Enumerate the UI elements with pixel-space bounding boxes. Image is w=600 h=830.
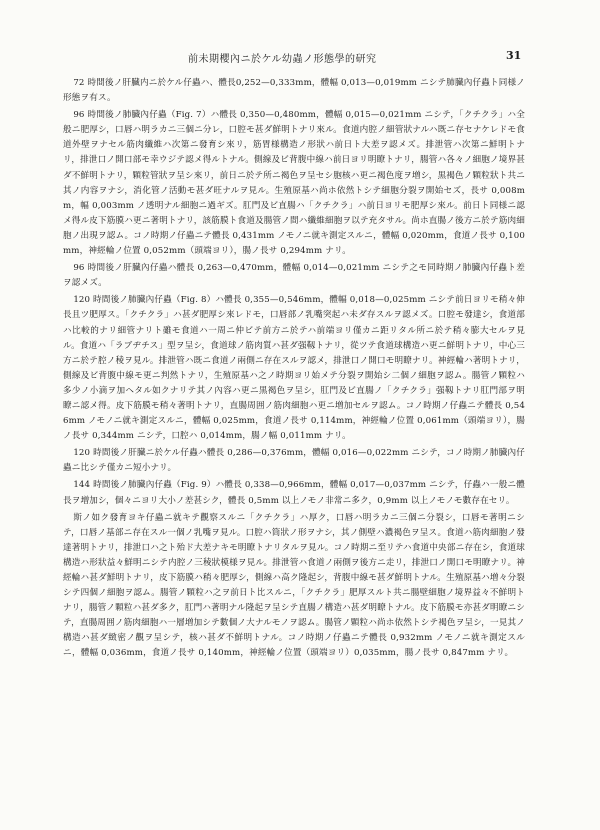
body-text — [63, 76, 525, 662]
running-title: 前未期櫻內ニ於ケル幼蟲ノ形態學的研究 — [188, 54, 377, 65]
page-number: 31 — [506, 49, 522, 62]
page-header — [0, 50, 600, 66]
paragraph-144h-lung: 144 時間後ノ肺臓內仔蟲（Fig. 9）ハ體長 0,338—0,966mm，體幅 0,017—0,037mm ニシテ，仔蟲ハ一般ニ體長ヲ増加シ，個々ニヨリ大小ノ差甚シク，體長 0,5mm 以上ノモノ非常ニ多ク，0,9mm 以上ノモノモ數存在セリ。 — [63, 480, 525, 506]
paragraph-144h-detail: 斯ノ如ク發育ヨキ仔蟲ニ就キテ觀察スルニ「クチクラ」ハ厚ク，口唇ハ明ラカニ三個ニ分裂シ，口唇モ著明ニシテ，口唇ノ基部ニ存在スル一個ノ乳嘴ヲ見ル。口腔ハ筒狀ノ形ヲナシ，其ノ側壁ハ濃褐色ヲ呈ス。食道ハ筋肉細胞ノ發達著明トナリ，排泄口ハ之ト殆ド大差ナキモ明瞭トナリタルヲ見ル。コノ時期ニ至リテハ食道中央部ニ存在シ，食道球構造ハ形狀益々鮮明ニシテ内腔ノ三稜狀模様ヲ見ル。排泄管ハ食道ノ兩側ヲ後方ニ走リ，排泄口ノ開口モ明瞭ナリ。神經輪ハ甚ダ鮮明トナリ，皮下筋膜ハ稍々肥厚シ，側線ハ高ク隆起シ，背腹中線モ甚ダ鮮明トナル。生殖原基ハ増々分裂シテ四個ノ細胞ヲ認ム。腸管ノ顆粒ハ之ヲ前日ト比スルニ，「クチクラ」肥厚スルト共ニ腸壁細胞ノ境界益々不鮮明トナリ，腸管ノ顆粒ハ甚ダ多ク，肛門ハ著明ナル隆起ヲ呈シテ直腸ノ構造ハ甚ダ明瞭トナル。皮下筋膜モ亦甚ダ明瞭ニシテ，直腸周囲ノ筋肉細胞ハ一層増加シテ數個ノ大ナルモノヲ認ム。腸管ノ顆粒ハ尚ホ依然トシテ褐色ヲ呈シ，一見其ノ構造ハ甚ダ緻密ノ觀ヲ呈シテ，核ハ甚ダ不鮮明トナル。コノ時期ノ仔蟲ニテ體長 0,932mm ノモノニ就キ測定スルニ，體幅 0,036mm，食道ノ長サ 0,140mm，神經輪ノ位置（頭端ヨリ）0,035mm，腸ノ長サ 0,847mm ナリ。 — [63, 512, 525, 659]
paragraph-120h-liver: 120 時間後ノ肝臓ニ於ケル仔蟲ハ體長 0,286—0,376mm，體幅 0,016—0,022mm ニシテ，コノ時期ノ肺臓內仔蟲ニ比シテ僅カニ短小ナリ。 — [63, 448, 525, 474]
paragraph-96h-lung: 96 時間後ノ肺臓內仔蟲（Fig. 7）ハ體長 0,350—0,480mm，體幅 0,015—0,021mm ニシテ，「クチクラ」ハ全般ニ肥厚シ，口唇ハ明ラカニ三個ニ分レ，口腔モ甚ダ鮮明トナリ來ル。食道内腔ノ細管狀ナルハ既ニ存セナケレドモ食道外壁ヲナセル筋肉纖維ハ次第ニ發育シ來リ，筋胃様構造ノ形狀ハ前日ト大差ヲ認メズ。排泄管ハ次第ニ鮮明トナリ，排泄口ノ開口部モ幸ウジテ認メ得ルトナル。側線及ビ背腹中線ハ前日ヨリ明瞭トナリ，腸管ハ各々ノ細胞ノ境界甚ダ不鮮明トナリ，顆粒管狀ヲ呈シ來リ，前日ニ於テ所ニ褐色ヲ呈セシ胞核ハ更ニ褐色度ヲ増シ，黒褐色ノ顆粒狀ト共ニ其ノ内容ヲナシ，消化管ノ活動モ甚ダ旺ナルヲ見ル。生殖原基ハ尚ホ依然トシテ細胞分裂ヲ開始セズ，長サ 0,008mm，幅 0,003mm ノ透明ナル細胞ニ過ギズ。肛門及ビ直腸ハ「クチクラ」ハ前日ヨリモ肥厚シ來ル。前日ト同様ニ認メ得ル皮下筋膜ハ更ニ著明トナリ，該筋膜ト食道及腸管ノ間ハ纖維細胞ヲ以テ充タサル。尚ホ直腸ノ後方ニ於テ筋肉細胞ノ出現ヲ認ム。コノ時期ノ仔蟲ニテ體長 0,431mm ノモノニ就キ測定スルニ，體幅 0,020mm，食道ノ長サ 0,100mm，神經輪ノ位置 0,052mm（頭端ヨリ），腸ノ長サ 0,294mm ナリ。 — [63, 110, 525, 257]
paragraph-120h-lung: 120 時間後ノ肺臓內仔蟲（Fig. 8）ハ體長 0,355—0,546mm，體幅 0,018—0,025mm ニシテ前日ヨリモ稍々伸長且ツ肥厚ス。「クチクラ」ハ甚ダ肥厚シ來レドモ，口唇部ノ乳嘴突起ハ未ダ存スルヲ認メズ。口腔モ發達シ，食道部ハ比較的ナリ細管ナリト雖モ食道ハ一周ニ仲ビテ前方ニ於テハ前端ヨリ僅カニ距リタル所ニ於テ稍々膨大セルヲ見ル。食道ハ「ラブヂチス」型ヲ呈シ，食道球ノ筋肉質ハ甚ダ强靱トナリ，從ツテ食道球構造ハ更ニ鮮明トナリ，中心三方ニ於テ腔ノ稜ヲ見ル。排泄管ハ既ニ食道ノ兩側ニ存在スルヲ認メ，排泄口ノ開口モ明瞭ナリ。神經輪ハ著明トナリ，側線及ビ背腹中線モ更ニ判然トナリ，生殖原基ハ之ノ時期ヨリ始メテ分裂ヲ開始シ二個ノ細胞ヲ認ム。腸管ノ顆粒ハ多少ノ小滴ヲ加ヘタル如クナリテ其ノ內容ハ更ニ黒褐色ヲ呈シ，肛門及ビ直腸ノ「クチクラ」强靱トナリ肛門部ヲ明瞭ニ認メ得。皮下筋膜モ稍々著明トナリ，直腸周囲ノ筋肉細胞ハ更ニ増加セルヲ認ム。コノ時期ノ仔蟲ニテ體長 0,546mm ノモノニ就キ測定スルニ，體幅 0,025mm，食道ノ長サ 0,114mm，神經輪ノ位置 0,061mm（頭端ヨリ），腸ノ長サ 0,344mm ニシテ，口腔ハ 0,014mm，腸ノ幅 0,011mm ナリ。 — [63, 295, 525, 442]
paragraph-72h-liver: 72 時間後ノ肝臓内ニ於ケル仔蟲ハ、體長0,252—0,333mm，體幅 0,013—0,019mm ニシテ肺臓內仔蟲ト同様ノ形態ヲ有ス。 — [63, 78, 525, 104]
paragraph-96h-liver: 96 時間後ノ肝臓內仔蟲ハ體長 0,263—0,470mm，體幅 0,014—0,021mm ニシテ之モ同時期ノ肺臓內仔蟲ト差ヲ認メズ。 — [63, 263, 525, 289]
